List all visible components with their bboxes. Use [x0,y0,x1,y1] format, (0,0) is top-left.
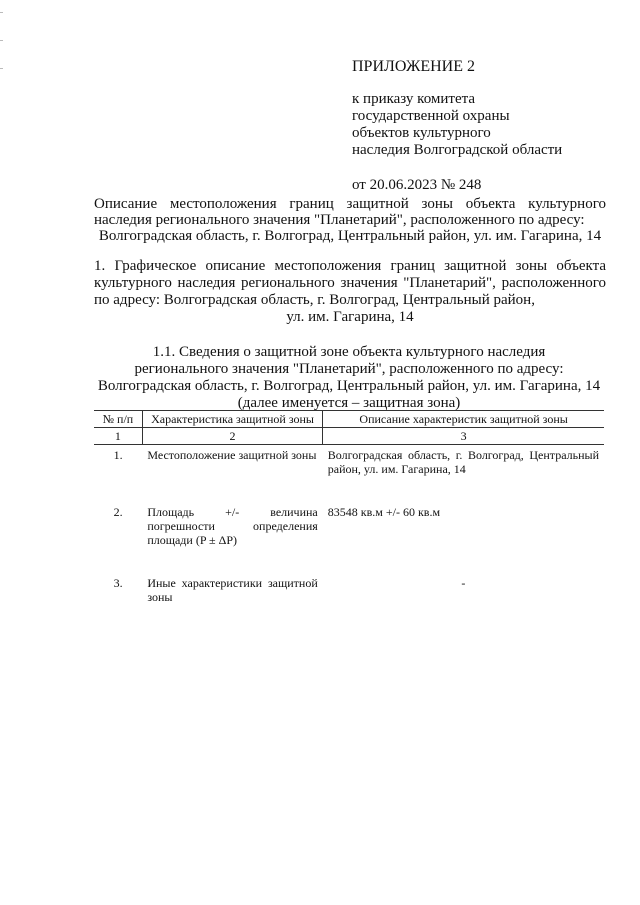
row-number: 2. [113,505,123,519]
table-row [94,502,604,573]
heading-address: Волгоградская область, г. Волгоград, Центральный район, ул. им. Гагарина, 14 [98,228,602,244]
appendix-line: наследия Волгоградской области [352,142,563,158]
document-heading [94,196,606,244]
row-characteristic: Иные характеристики защитной зоны [147,576,318,604]
section-1-1-line: регионального значения "Планетарий", расположенного по адресу: [134,361,564,377]
section-1 [94,258,606,326]
row-description: Волгоградская область, г. Волгоград, Центральный район, ул. им. Гагарина, 14 [327,448,599,476]
section-1-1-heading [84,344,614,412]
header-description: Описание характеристик защитной зоны [323,411,604,428]
section-1-1-line: (далее именуется – защитная зона) [237,395,461,411]
protective-zone-table [94,410,604,630]
column-number: 1 [94,428,142,445]
row-description: 83548 кв.м +/- 60 кв.м [327,505,441,519]
section-1-text: 1. Графическое описание местоположения границ защитной зоны объекта культурного наследия регионального значения "Планетарий", расположенного по адресу: Волгоградская область, г. Волгоград, Центральный район, [94,258,606,308]
row-characteristic: Местоположение защитной зоны [147,448,317,462]
appendix-line: государственной охраны [352,108,510,124]
appendix-line: к приказу комитета [352,91,476,107]
section-1-1-line: 1.1. Сведения о защитной зоне объекта культурного наследия [152,344,546,360]
appendix-block [352,58,562,194]
heading-text: Описание местоположения границ защитной зоны объекта культурного наследия регионального значения "Планетарий", расположенного по адресу: [94,196,606,228]
scan-margin-marks [0,0,4,80]
appendix-line: объектов культурного [352,125,491,141]
appendix-title: ПРИЛОЖЕНИЕ 2 [352,58,476,75]
table-header-row [94,411,604,428]
header-number: № п/п [94,411,142,428]
column-number-row [94,428,604,445]
order-date: от 20.06.2023 № 248 [352,177,482,193]
table-row [94,445,604,503]
row-number: 3. [113,576,123,590]
column-number: 2 [142,428,322,445]
table-row [94,573,604,630]
header-characteristic: Характеристика защитной зоны [142,411,322,428]
row-characteristic: Площадь +/- величина погрешности определения площади (P ± ΔP) [147,505,318,547]
row-number: 1. [113,448,123,462]
column-number: 3 [323,428,604,445]
section-1-1-line: Волгоградская область, г. Волгоград, Центральный район, ул. им. Гагарина, 14 [97,378,601,394]
section-1-address-end: ул. им. Гагарина, 14 [286,309,414,325]
row-description: - [461,576,466,590]
